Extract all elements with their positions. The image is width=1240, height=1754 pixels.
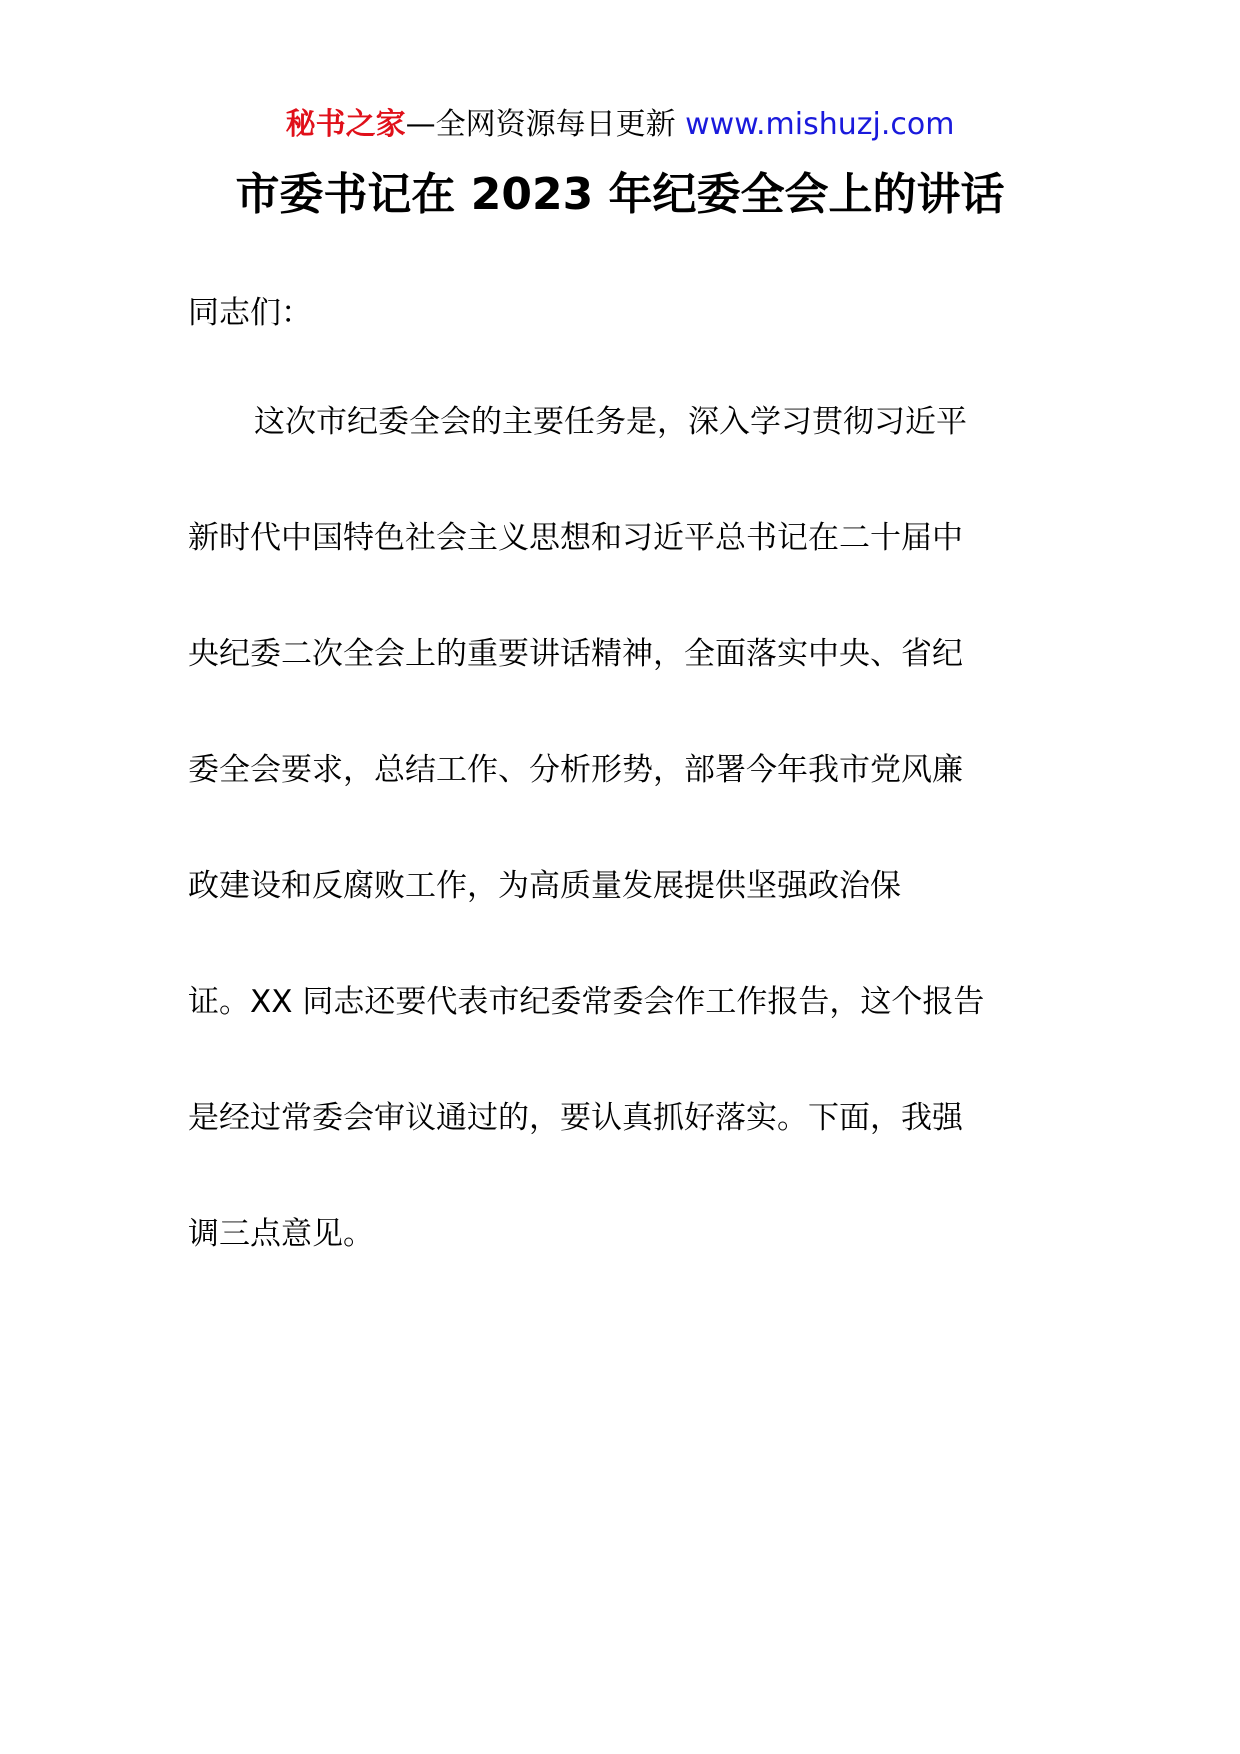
brand-name: 秘书之家 [285, 107, 406, 142]
paragraph-line: 是经过常委会审议通过的，要认真抓好落实。下面，我强 [188, 1100, 963, 1136]
paragraph-line: 这次市纪委全会的主要任务是，深入学习贯彻习近平 [254, 404, 967, 440]
header-slogan: —全网资源每日更新 [405, 107, 676, 142]
paragraph-line: 新时代中国特色社会主义思想和习近平总书记在二十届中 [188, 520, 963, 556]
document-title: 市委书记在 2023 年纪委全会上的讲话 [235, 169, 1005, 220]
paragraph-line: 央纪委二次全会上的重要讲话精神，全面落实中央、省纪 [188, 636, 963, 672]
site-header [0, 100, 1240, 150]
paragraph-line: 委全会要求，总结工作、分析形势，部署今年我市党风廉 [188, 752, 963, 788]
paragraph-line: 调三点意见。 [188, 1216, 374, 1252]
greeting: 同志们： [188, 295, 312, 331]
site-url-link[interactable]: www.mishuzj.com [685, 107, 955, 142]
paragraph-line: 政建设和反腐败工作，为高质量发展提供坚强政治保 [188, 868, 901, 904]
paragraph-line: 证。XX 同志还要代表市纪委常委会作工作报告，这个报告 [188, 984, 985, 1020]
